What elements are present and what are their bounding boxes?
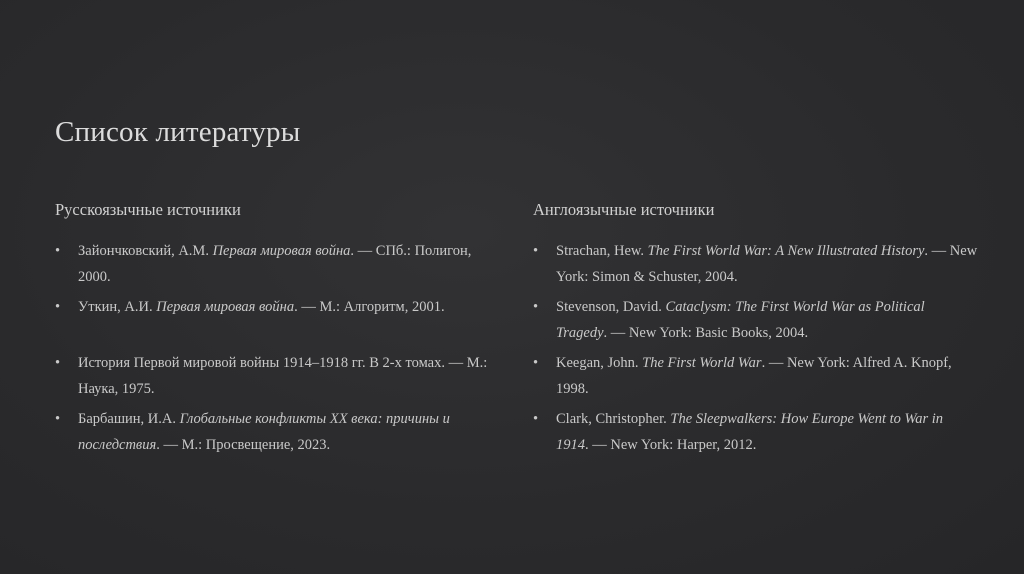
russian-sources-list [55,238,500,458]
reference-item [55,238,500,290]
english-sources-column [533,200,978,462]
bullet-icon: • [55,299,61,315]
reference-item [533,350,978,402]
english-sources-list [533,238,978,458]
reference-work-title: The First World War: A New Illustrated History [647,243,925,259]
russian-sources-column [55,200,500,462]
reference-author: Зайончковский, А.М. [78,243,213,259]
reference-publisher: . — М.: Алгоритм, 2001. [294,299,445,315]
reference-item [55,406,500,458]
reference-publisher: . — СПб.: Полигон, 2000. [78,243,472,285]
reference-author: Уткин, А.И. [78,299,157,315]
bullet-icon: • [55,355,61,371]
reference-publisher: . — New York: Harper, 2012. [585,437,757,453]
bullet-icon: • [533,355,539,371]
reference-author: Stevenson, David. [556,299,666,315]
reference-author: История Первой мировой войны 1914–1918 гг. В 2-х томах. — М.: Наука, 1975. [78,355,488,397]
reference-work-title: Первая мировая война [156,299,295,315]
bullet-icon: • [533,243,539,259]
reference-work-title: Cataclysm: The First World War as Political Tragedy [556,299,925,341]
reference-publisher: . — New York: Alfred A. Knopf, 1998. [556,355,952,397]
reference-author: Keegan, John. [556,355,643,371]
reference-publisher: . — New York: Simon & Schuster, 2004. [556,243,978,285]
reference-work-title: The Sleepwalkers: How Europe Went to War in 1914 [556,411,944,453]
reference-work-title: Первая мировая война [212,243,351,259]
reference-publisher: . — М.: Просвещение, 2023. [156,437,331,453]
reference-item [533,294,978,346]
bullet-icon: • [55,243,61,259]
reference-item [55,294,500,320]
bullet-icon: • [533,411,539,427]
bullet-icon: • [533,299,539,315]
reference-work-title: Глобальные конфликты XX века: причины и последствия [78,411,450,453]
reference-publisher: . — New York: Basic Books, 2004. [603,325,809,341]
reference-author: Clark, Christopher. [556,411,671,427]
reference-item [533,238,978,290]
russian-sources-heading: Русскоязычные источники [55,200,241,219]
reference-author: Strachan, Hew. [556,243,648,259]
reference-item [533,406,978,458]
english-sources-heading: Англоязычные источники [533,200,715,219]
page-title: Список литературы [55,116,301,148]
reference-author: Барбашин, И.А. [78,411,180,427]
reference-item [55,350,500,402]
bullet-icon: • [55,411,61,427]
reference-work-title: The First World War [642,355,762,371]
